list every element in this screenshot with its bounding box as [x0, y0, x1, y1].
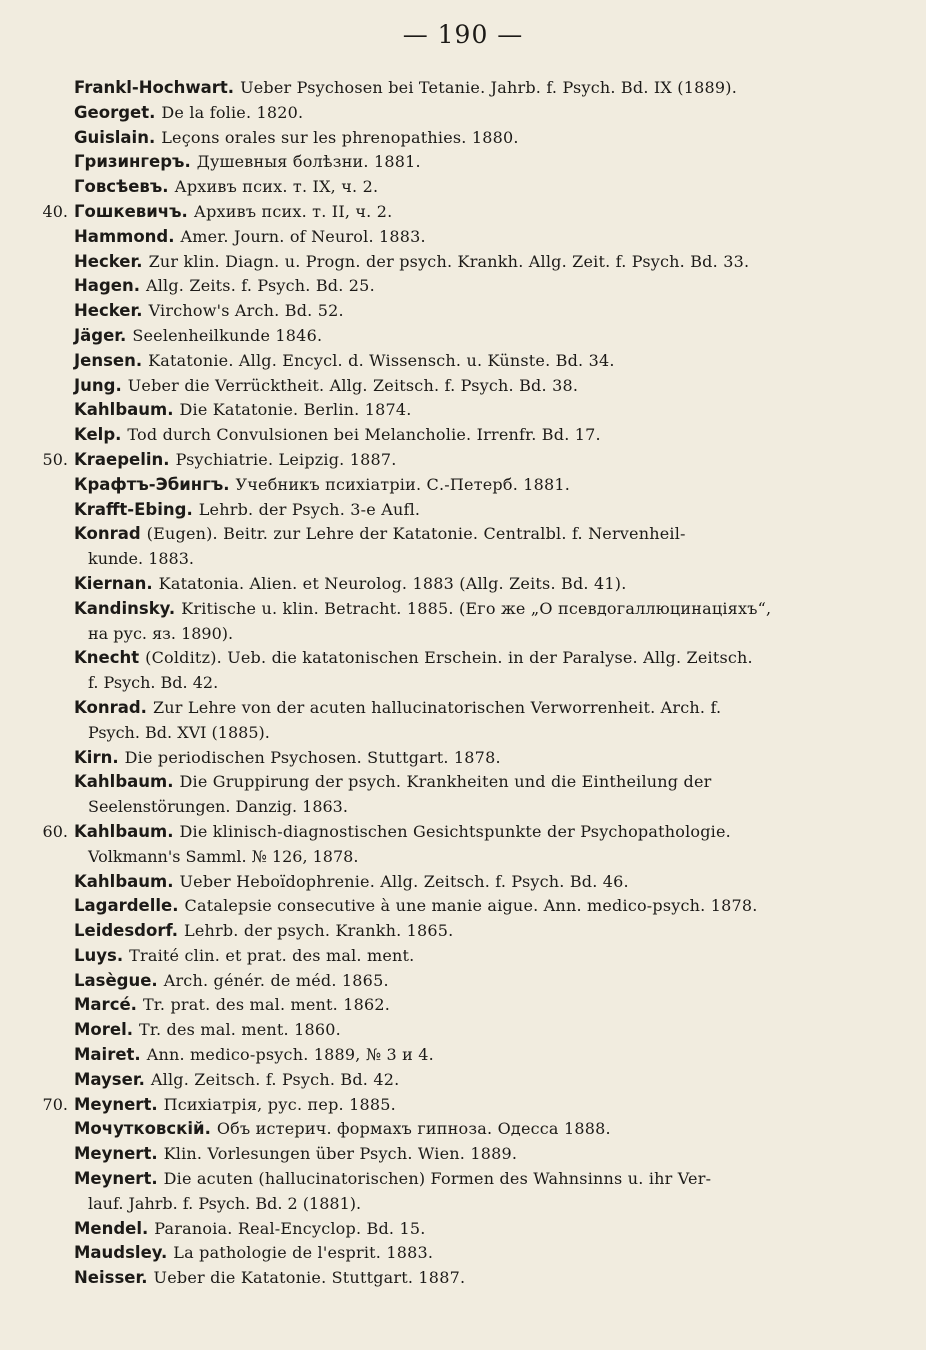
bibliography-entry [74, 374, 806, 399]
entry-reference: Kritische u. klin. Betracht. 1885. (Его же „О псевдогаллюцинаціяхъ“, [181, 598, 772, 618]
bibliography-entry [42, 448, 806, 473]
bibliography-entry [74, 76, 806, 101]
entry-first-line [74, 1266, 806, 1291]
bibliography-entry [74, 870, 806, 895]
bibliography-entry [74, 919, 806, 944]
entry-continuation: Psych. Bd. XVI (1885). [88, 722, 270, 742]
entry-first-line [74, 448, 806, 473]
entry-first-line [74, 919, 806, 944]
entry-first-line [74, 572, 806, 597]
entry-author: Hammond. [74, 226, 175, 246]
entry-first-line [74, 1142, 806, 1167]
bibliography-entry [74, 1142, 806, 1167]
bibliography-entry [74, 1167, 806, 1217]
bibliography-list [0, 76, 926, 1291]
entry-author: Konrad [74, 524, 141, 544]
entry-author: Meynert. [74, 1094, 158, 1114]
bibliography-entry [74, 746, 806, 771]
entry-reference: Leçons orales sur les phrenopathies. 1880. [161, 127, 519, 147]
bibliography-entry [74, 1117, 806, 1142]
entry-author: Georget. [74, 102, 156, 122]
bibliography-entry [74, 398, 806, 423]
entry-author: Kahlbaum. [74, 772, 174, 792]
bibliography-entry [74, 646, 806, 696]
entry-author: Jäger. [74, 325, 127, 345]
entry-reference: Tr. prat. des mal. ment. 1862. [142, 995, 391, 1015]
entry-reference: Die acuten (hallucinatorischen) Formen des Wahnsinns u. ihr Ver- [163, 1169, 712, 1189]
entry-author: Говсѣевъ. [74, 177, 169, 197]
entry-author: Hagen. [74, 276, 140, 296]
bibliography-entry [42, 820, 806, 870]
entry-first-line [74, 870, 806, 895]
page-number: — 190 — [402, 20, 524, 49]
entry-first-line [74, 1241, 806, 1266]
entry-author: Hecker. [74, 251, 143, 271]
entry-first-line [74, 1117, 806, 1142]
entry-author: Meynert. [74, 1144, 158, 1164]
entry-first-line [74, 1217, 806, 1242]
entry-reference: Amer. Journ. of Neurol. 1883. [180, 226, 426, 246]
entry-first-line [74, 1018, 806, 1043]
entry-reference: Архивъ псих. т. IX, ч. 2. [174, 177, 379, 197]
entry-reference: Die Gruppirung der psych. Krankheiten und die Eintheilung der [179, 772, 712, 792]
entry-reference: Учебникъ психіатріи. С.-Петерб. 1881. [235, 474, 571, 494]
entry-first-line [74, 473, 806, 498]
entry-author: Kahlbaum. [74, 400, 174, 420]
entry-continuation: Volkmann's Samml. № 126, 1878. [88, 846, 359, 866]
bibliography-entry [74, 572, 806, 597]
entry-reference: Catalepsie consecutive à une manie aigue. Ann. medico-psych. 1878. [184, 896, 758, 916]
bibliography-entry [74, 1217, 806, 1242]
entry-first-line [74, 746, 806, 771]
entry-reference: La pathologie de l'esprit. 1883. [173, 1243, 434, 1263]
entry-author: Kirn. [74, 747, 119, 767]
entry-reference: Душевныя болѣзни. 1881. [196, 152, 421, 172]
bibliography-entry [74, 1241, 806, 1266]
entry-reference: Klin. Vorlesungen über Psych. Wien. 1889. [163, 1144, 518, 1164]
entry-continuation: f. Psych. Bd. 42. [88, 673, 219, 693]
entry-reference: Zur klin. Diagn. u. Progn. der psych. Krankh. Allg. Zeit. f. Psych. Bd. 33. [148, 251, 750, 271]
entry-first-line [74, 1068, 806, 1093]
bibliography-entry [74, 101, 806, 126]
entry-author: Leidesdorf. [74, 921, 179, 941]
entry-author: Frankl-Hochwart. [74, 78, 235, 97]
bibliography-entry [42, 1093, 806, 1118]
bibliography-entry [74, 473, 806, 498]
bibliography-entry [74, 944, 806, 969]
entry-first-line [74, 522, 806, 547]
entry-author: Mairet. [74, 1045, 141, 1065]
entry-number: 40. [42, 201, 68, 221]
entry-reference: Virchow's Arch. Bd. 52. [148, 301, 344, 321]
entry-first-line [74, 969, 806, 994]
entry-reference: Tod durch Convulsionen bei Melancholie. Irrenfr. Bd. 17. [127, 425, 601, 445]
bibliography-entry [74, 1068, 806, 1093]
entry-reference: Ueber die Verrücktheit. Allg. Zeitsch. f. Psych. Bd. 38. [127, 375, 579, 395]
entry-author: Mayser. [74, 1069, 145, 1089]
bibliography-entry [74, 1043, 806, 1068]
entry-author: Neisser. [74, 1268, 148, 1288]
entry-continuation: lauf. Jahrb. f. Psych. Bd. 2 (1881). [88, 1193, 362, 1213]
entry-reference: Arch. génér. de méd. 1865. [163, 970, 389, 990]
entry-author: Mendel. [74, 1218, 149, 1238]
bibliography-entry [74, 423, 806, 448]
bibliography-entry [74, 522, 806, 572]
entry-first-line [74, 498, 806, 523]
entry-first-line [74, 944, 806, 969]
entry-author: Konrad. [74, 697, 147, 717]
entry-first-line [74, 1043, 806, 1068]
entry-first-line [74, 398, 806, 423]
entry-continuation: на рус. яз. 1890). [88, 623, 234, 643]
bibliography-entry [74, 498, 806, 523]
entry-author: Marcé. [74, 995, 137, 1015]
entry-reference: Traité clin. et prat. des mal. ment. [129, 945, 415, 965]
bibliography-entry [74, 250, 806, 275]
bibliography-entry [74, 349, 806, 374]
entry-continuation: kunde. 1883. [88, 549, 194, 569]
entry-reference: Lehrb. der Psych. 3-e Aufl. [198, 499, 421, 519]
entry-reference: Ueber Psychosen bei Tetanie. Jahrb. f. Psych. Bd. IX (1889). [240, 78, 737, 97]
entry-first-line [74, 349, 806, 374]
entry-number: 60. [42, 821, 68, 841]
bibliography-entry [74, 1266, 806, 1291]
entry-reference: Seelenheilkunde 1846. [132, 325, 323, 345]
entry-reference: Объ истерич. формахъ гипноза. Одесса 1888. [216, 1119, 611, 1139]
entry-author: Krafft-Ebing. [74, 499, 193, 519]
entry-author: Knecht [74, 648, 140, 668]
entry-author: Maudsley. [74, 1243, 168, 1263]
entry-author: Hecker. [74, 301, 143, 321]
entry-reference: Tr. des mal. ment. 1860. [139, 1020, 341, 1040]
entry-first-line [74, 324, 806, 349]
bibliography-entry [74, 274, 806, 299]
bibliography-entry [74, 324, 806, 349]
entry-author: Lasègue. [74, 970, 158, 990]
entry-first-line [74, 150, 806, 175]
entry-reference: Архивъ псих. т. II, ч. 2. [193, 201, 393, 221]
entry-author: Kahlbaum. [74, 821, 174, 841]
entry-first-line [74, 423, 806, 448]
entry-first-line [74, 250, 806, 275]
entry-author: Jung. [74, 375, 122, 395]
bibliography-entry [74, 597, 806, 647]
entry-author: Гризингеръ. [74, 152, 191, 172]
entry-author: Luys. [74, 945, 124, 965]
entry-reference: Paranoia. Real-Encyclop. Bd. 15. [154, 1218, 426, 1238]
bibliography-entry [74, 150, 806, 175]
entry-first-line [74, 374, 806, 399]
entry-reference: Allg. Zeitsch. f. Psych. Bd. 42. [150, 1069, 400, 1089]
entry-first-line [74, 1093, 806, 1118]
bibliography-entry [74, 696, 806, 746]
bibliography-entry [74, 969, 806, 994]
entry-first-line [74, 76, 806, 101]
entry-first-line [74, 200, 806, 225]
entry-reference: Психіатрія, рус. пер. 1885. [163, 1094, 396, 1114]
bibliography-entry [74, 770, 806, 820]
entry-first-line [74, 126, 806, 151]
bibliography-entry [74, 894, 806, 919]
entry-author: Крафтъ-Эбингъ. [74, 474, 230, 494]
entry-first-line [74, 696, 806, 721]
entry-author: Guislain. [74, 127, 156, 147]
entry-reference: (Colditz). Ueb. die katatonischen Erschein. in der Paralyse. Allg. Zeitsch. [145, 648, 753, 668]
entry-reference: (Eugen). Beitr. zur Lehre der Katatonie. Centralbl. f. Nervenheil- [146, 524, 686, 544]
bibliography-entry [74, 225, 806, 250]
bibliography-entry [74, 175, 806, 200]
entry-first-line [74, 770, 806, 795]
entry-reference: Katatonia. Alien. et Neurolog. 1883 (Allg. Zeits. Bd. 41). [158, 573, 627, 593]
entry-first-line [74, 101, 806, 126]
entry-author: Мочутковскій. [74, 1119, 211, 1139]
entry-first-line [74, 894, 806, 919]
entry-reference: Ueber die Katatonie. Stuttgart. 1887. [153, 1268, 466, 1288]
entry-reference: Zur Lehre von der acuten hallucinatorischen Verworrenheit. Arch. f. [152, 697, 722, 717]
entry-author: Kandinsky. [74, 598, 176, 618]
entry-author: Kraepelin. [74, 449, 170, 469]
entry-reference: Ann. medico-psych. 1889, № 3 и 4. [146, 1045, 434, 1065]
entry-reference: Die klinisch-diagnostischen Gesichtspunkte der Psychopathologie. [179, 821, 731, 841]
entry-author: Kahlbaum. [74, 871, 174, 891]
entry-first-line [74, 225, 806, 250]
entry-reference: Die periodischen Psychosen. Stuttgart. 1878. [124, 747, 501, 767]
bibliography-entry [42, 200, 806, 225]
entry-author: Гошкевичъ. [74, 201, 188, 221]
entry-first-line [74, 993, 806, 1018]
entry-author: Meynert. [74, 1169, 158, 1189]
entry-reference: Katatonie. Allg. Encycl. d. Wissensch. u. Künste. Bd. 34. [148, 350, 615, 370]
entry-author: Kelp. [74, 425, 122, 445]
entry-first-line [74, 299, 806, 324]
bibliography-entry [74, 1018, 806, 1043]
entry-reference: Die Katatonie. Berlin. 1874. [179, 400, 412, 420]
entry-number: 70. [42, 1094, 68, 1114]
entry-reference: Ueber Heboïdophrenie. Allg. Zeitsch. f. Psych. Bd. 46. [179, 871, 629, 891]
entry-author: Kiernan. [74, 573, 153, 593]
entry-reference: Psychiatrie. Leipzig. 1887. [175, 449, 397, 469]
bibliography-entry [74, 126, 806, 151]
entry-first-line [74, 597, 806, 622]
entry-first-line [74, 1167, 806, 1192]
entry-number: 50. [42, 449, 68, 469]
entry-author: Lagardelle. [74, 896, 179, 916]
entry-first-line [74, 820, 806, 845]
entry-reference: De la folie. 1820. [161, 102, 304, 122]
entry-reference: Lehrb. der psych. Krankh. 1865. [184, 921, 454, 941]
entry-first-line [74, 175, 806, 200]
entry-first-line [74, 646, 806, 671]
entry-continuation: Seelenstörungen. Danzig. 1863. [88, 797, 348, 817]
entry-author: Jensen. [74, 350, 143, 370]
bibliography-entry [74, 299, 806, 324]
bibliography-entry [74, 993, 806, 1018]
entry-first-line [74, 274, 806, 299]
entry-author: Morel. [74, 1020, 134, 1040]
entry-reference: Allg. Zeits. f. Psych. Bd. 25. [145, 276, 375, 296]
